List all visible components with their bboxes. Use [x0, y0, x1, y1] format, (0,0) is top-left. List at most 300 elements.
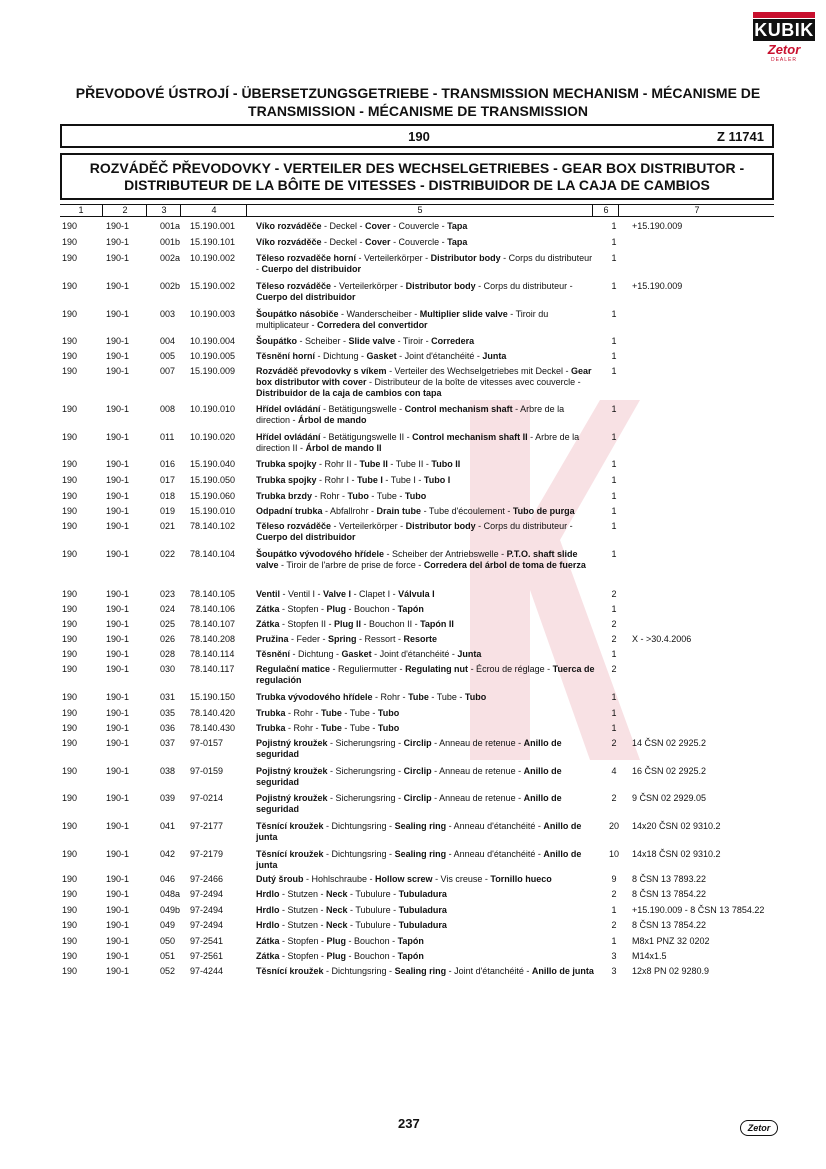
- cell-description: [256, 936, 596, 947]
- cell-c4: 78.140.107: [190, 619, 236, 629]
- description-segment: - Tubulure -: [347, 905, 399, 915]
- description-segment: - Deckel -: [321, 237, 366, 247]
- description-segment: - Sicherungsring -: [327, 766, 404, 776]
- cell-c6: 1: [611, 475, 617, 485]
- description-segment: Tubo: [347, 491, 369, 501]
- cell-c2: 190-1: [106, 351, 130, 361]
- description-segment: Anillo de seguridad: [256, 738, 562, 759]
- cell-c3: 036: [160, 723, 176, 733]
- cell-c6: 1: [611, 692, 617, 702]
- column-header: [60, 204, 774, 217]
- cell-description: [256, 253, 596, 275]
- cell-c1: 190: [62, 253, 78, 263]
- cell-c4: 97-0159: [190, 766, 224, 776]
- cell-description: [256, 821, 596, 843]
- cell-c6: 1: [611, 336, 617, 346]
- cell-c2: 190-1: [106, 491, 130, 501]
- cell-c7: 8 ČSN 13 7854.22: [632, 889, 707, 899]
- column-header-2: 2: [102, 205, 147, 216]
- description-segment: - Tubulure -: [347, 920, 399, 930]
- cell-c1: 190: [62, 849, 78, 859]
- description-segment: - Scheiber -: [297, 336, 349, 346]
- cell-description: [256, 708, 596, 719]
- cell-c6: 20: [608, 821, 619, 831]
- cell-description: [256, 738, 596, 760]
- description-segment: Distributor body: [405, 281, 476, 291]
- description-segment: Hrdlo: [256, 920, 280, 930]
- cell-c4: 15.190.009: [190, 366, 236, 376]
- cell-c6: 1: [611, 506, 617, 516]
- description-segment: Tubo: [377, 708, 400, 718]
- cell-c1: 190: [62, 821, 78, 831]
- cell-c1: 190: [62, 738, 78, 748]
- description-segment: Distribuidor de la caja de cambios con tapa: [256, 388, 442, 398]
- description-segment: Pružina: [256, 634, 289, 644]
- description-segment: Anillo de junta: [256, 821, 582, 842]
- cell-c7: 8 ČSN 13 7893.22: [632, 874, 707, 884]
- cell-c4: 10.190.020: [190, 432, 236, 442]
- cell-c3: 050: [160, 936, 176, 946]
- cell-c1: 190: [62, 506, 78, 516]
- cell-c3: 001a: [160, 221, 181, 231]
- description-segment: - Clapet I -: [351, 589, 399, 599]
- description-segment: Hollow screw: [375, 874, 433, 884]
- cell-description: [256, 309, 596, 331]
- cell-c7: M14x1.5: [632, 951, 667, 961]
- description-segment: - Anneau d'étanchéité -: [446, 849, 544, 859]
- description-segment: - Tube d'écoulement -: [421, 506, 513, 516]
- description-segment: Drain tube: [376, 506, 422, 516]
- description-segment: Slide valve: [348, 336, 396, 346]
- footer-zetor-logo: Zetor: [740, 1120, 778, 1136]
- page-title: PŘEVODOVÉ ÚSTROJÍ - ÜBERSETZUNGSGETRIEBE - TRANSMISSION MECHANISM - MÉCANISME DE TRANSMISSION - MÉCANISME DE TRANSMISSION: [75, 85, 761, 119]
- description-segment: - Hohlschraube -: [303, 874, 376, 884]
- description-segment: Sealing ring: [394, 849, 447, 859]
- cell-c2: 190-1: [106, 506, 130, 516]
- description-segment: - Stopfen II -: [279, 619, 335, 629]
- cell-c3: 048a: [160, 889, 181, 899]
- description-segment: Šoupátko: [256, 336, 298, 346]
- description-segment: Těsnící kroužek: [256, 849, 324, 859]
- cell-c3: 026: [160, 634, 176, 644]
- cell-description: [256, 281, 596, 303]
- cell-c6: 2: [611, 793, 617, 803]
- logo-zetor-text: Zetor: [767, 42, 801, 57]
- cell-c2: 190-1: [106, 404, 130, 414]
- description-segment: Zátka: [256, 936, 280, 946]
- cell-c6: 1: [611, 604, 617, 614]
- cell-c1: 190: [62, 723, 78, 733]
- description-segment: Corredera del convertidor: [317, 320, 428, 330]
- cell-c3: 041: [160, 821, 176, 831]
- description-segment: Tapón: [397, 951, 424, 961]
- cell-c4: 78.140.117: [190, 664, 235, 674]
- description-segment: Dutý šroub: [256, 874, 304, 884]
- cell-c3: 024: [160, 604, 176, 614]
- cell-c6: 1: [611, 221, 617, 231]
- description-segment: Hrdlo: [256, 905, 280, 915]
- cell-c4: 15.190.010: [190, 506, 236, 516]
- cell-c4: 15.190.150: [190, 692, 236, 702]
- cell-c7: 14 ČSN 02 2925.2: [632, 738, 707, 748]
- cell-c1: 190: [62, 459, 78, 469]
- cell-c4: 10.190.003: [190, 309, 236, 319]
- description-segment: - Dichtung -: [290, 649, 342, 659]
- description-segment: Distributor body: [430, 253, 501, 263]
- cell-c1: 190: [62, 351, 78, 361]
- cell-c6: 1: [611, 936, 617, 946]
- cell-c4: 15.190.040: [190, 459, 236, 469]
- description-segment: Odpadní trubka: [256, 506, 323, 516]
- cell-description: [256, 506, 596, 517]
- description-segment: - Ventil I -: [280, 589, 324, 599]
- cell-c6: 2: [611, 889, 617, 899]
- description-segment: - Arbre de la direction -: [256, 404, 565, 425]
- description-segment: - Anneau de retenue -: [431, 793, 524, 803]
- cell-c3: 022: [160, 549, 176, 559]
- description-segment: Tubo: [404, 491, 427, 501]
- cell-c1: 190: [62, 549, 78, 559]
- description-segment: Trubka vývodového hřídele: [256, 692, 373, 702]
- description-segment: - Verteiler des Wechselgetriebes mit Deckel -: [386, 366, 571, 376]
- description-segment: - Rohr II -: [316, 459, 360, 469]
- description-segment: Tubo: [464, 692, 487, 702]
- description-segment: Tubuladura: [398, 920, 447, 930]
- cell-c2: 190-1: [106, 936, 130, 946]
- cell-c2: 190-1: [106, 920, 130, 930]
- cell-c1: 190: [62, 336, 78, 346]
- group-box: [60, 124, 774, 148]
- cell-c6: 3: [611, 966, 617, 976]
- cell-c6: 1: [611, 404, 617, 414]
- description-segment: - Dichtung -: [315, 351, 367, 361]
- description-segment: Pojistný kroužek: [256, 766, 328, 776]
- cell-c3: 039: [160, 793, 176, 803]
- description-segment: - Rohr -: [312, 491, 348, 501]
- cell-c7: 14x20 ČSN 02 9310.2: [632, 821, 721, 831]
- cell-c2: 190-1: [106, 738, 130, 748]
- cell-c1: 190: [62, 475, 78, 485]
- cell-c2: 190-1: [106, 475, 130, 485]
- description-segment: Árbol de mando II: [305, 443, 382, 453]
- description-segment: Těleso rozváděče: [256, 521, 332, 531]
- description-segment: Cuerpo del distribuidor: [256, 532, 356, 542]
- cell-c6: 9: [611, 874, 617, 884]
- cell-c6: 2: [611, 738, 617, 748]
- cell-c7: X - >30.4.2006: [632, 634, 692, 644]
- cell-c2: 190-1: [106, 793, 130, 803]
- description-segment: - Rohr I -: [316, 475, 358, 485]
- cell-c6: 3: [611, 951, 617, 961]
- cell-c2: 190-1: [106, 874, 130, 884]
- cell-c6: 1: [611, 366, 617, 376]
- description-segment: - Ressort -: [356, 634, 404, 644]
- description-segment: Sealing ring: [394, 821, 447, 831]
- cell-c2: 190-1: [106, 708, 130, 718]
- description-segment: - Reguliermutter -: [330, 664, 406, 674]
- description-segment: Tapa: [447, 237, 468, 247]
- description-segment: - Tube II -: [387, 459, 432, 469]
- cell-description: [256, 475, 596, 486]
- description-segment: Trubka: [256, 723, 286, 733]
- description-segment: - Scheiber der Antriebswelle -: [384, 549, 507, 559]
- description-segment: Těsnící kroužek: [256, 821, 324, 831]
- description-segment: - Stopfen -: [279, 604, 327, 614]
- cell-c4: 10.190.004: [190, 336, 236, 346]
- description-segment: - Arbre de la direction II -: [256, 432, 580, 453]
- column-header-7: 7: [618, 205, 775, 216]
- description-segment: Plug II: [334, 619, 362, 629]
- cell-c2: 190-1: [106, 889, 130, 899]
- description-segment: Ventil: [256, 589, 281, 599]
- cell-c4: 78.140.105: [190, 589, 236, 599]
- description-segment: - Betätigungswelle -: [320, 404, 405, 414]
- description-segment: - Joint d'étanchéité -: [371, 649, 458, 659]
- cell-c2: 190-1: [106, 849, 130, 859]
- description-segment: Tornillo hueco: [490, 874, 552, 884]
- description-segment: Distributor body: [405, 521, 476, 531]
- cell-c6: 1: [611, 432, 617, 442]
- description-segment: - Stopfen -: [279, 951, 327, 961]
- column-header-5: 5: [246, 205, 593, 216]
- description-segment: - Tubulure -: [347, 889, 399, 899]
- cell-c2: 190-1: [106, 521, 130, 531]
- description-segment: - Rohr -: [285, 708, 322, 718]
- description-segment: - Dichtungsring -: [323, 821, 395, 831]
- cell-c4: 78.140.106: [190, 604, 236, 614]
- cell-c4: 97-0214: [190, 793, 224, 803]
- description-segment: - Bouchon -: [346, 936, 398, 946]
- cell-c6: 1: [611, 309, 617, 319]
- description-segment: Šoupátko vývodového hřídele: [256, 549, 385, 559]
- description-segment: Plug: [326, 936, 347, 946]
- description-segment: Tubo de purga: [512, 506, 575, 516]
- cell-c7: 14x18 ČSN 02 9310.2: [632, 849, 721, 859]
- group-code: Z 11741: [717, 129, 764, 144]
- cell-c6: 1: [611, 237, 617, 247]
- cell-description: [256, 664, 596, 686]
- cell-c6: 4: [611, 766, 617, 776]
- description-segment: - Rohr -: [372, 692, 409, 702]
- cell-c6: 1: [611, 281, 617, 291]
- cell-c3: 038: [160, 766, 176, 776]
- cell-c2: 190-1: [106, 253, 130, 263]
- description-segment: - Sicherungsring -: [327, 738, 404, 748]
- description-segment: Víko rozváděče: [256, 221, 322, 231]
- description-segment: - Anneau de retenue -: [431, 738, 524, 748]
- description-segment: Tapón: [397, 604, 424, 614]
- description-segment: - Écrou de réglage -: [468, 664, 553, 674]
- cell-description: [256, 649, 596, 660]
- cell-c3: 049: [160, 920, 176, 930]
- cell-c6: 2: [611, 664, 617, 674]
- cell-c4: 78.140.102: [190, 521, 236, 531]
- description-segment: - Verteilerkörper -: [356, 253, 431, 263]
- cell-c4: 10.190.005: [190, 351, 236, 361]
- cell-c2: 190-1: [106, 432, 130, 442]
- cell-c2: 190-1: [106, 905, 130, 915]
- cell-c4: 97-2179: [190, 849, 224, 859]
- cell-description: [256, 692, 596, 703]
- cell-c7: 8 ČSN 13 7854.22: [632, 920, 707, 930]
- logo-red-bar: [753, 12, 815, 18]
- description-segment: Corredera del árbol de toma de fuerza: [423, 560, 586, 570]
- cell-c6: 1: [611, 905, 617, 915]
- cell-c3: 025: [160, 619, 176, 629]
- cell-c2: 190-1: [106, 664, 130, 674]
- description-segment: - Tube -: [428, 692, 465, 702]
- cell-c7: 12x8 PN 02 9280.9: [632, 966, 710, 976]
- cell-c4: 97-2466: [190, 874, 224, 884]
- cell-c6: 2: [611, 920, 617, 930]
- cell-c1: 190: [62, 432, 78, 442]
- cell-c1: 190: [62, 589, 78, 599]
- description-segment: Tube II: [359, 459, 388, 469]
- description-segment: - Distributeur de la boîte de vitesses avec couvercle -: [366, 377, 581, 387]
- cell-c3: 005: [160, 351, 176, 361]
- cell-c1: 190: [62, 521, 78, 531]
- logo-dealer-text: DEALER: [770, 57, 797, 63]
- logo-kubik-text: KUBIK: [754, 20, 814, 40]
- cell-c4: 97-2541: [190, 936, 224, 946]
- description-segment: Anillo de seguridad: [256, 766, 562, 787]
- description-segment: Neck: [326, 889, 348, 899]
- description-segment: Tubo II: [431, 459, 461, 469]
- cell-c4: 97-2561: [190, 951, 224, 961]
- cell-c2: 190-1: [106, 281, 130, 291]
- description-segment: - Corps du distributeur -: [475, 521, 573, 531]
- cell-c4: 15.190.050: [190, 475, 236, 485]
- description-segment: - Stopfen -: [279, 936, 327, 946]
- cell-c6: 1: [611, 253, 617, 263]
- description-segment: - Joint d'étanchéité -: [446, 966, 532, 976]
- cell-c3: 019: [160, 506, 176, 516]
- description-segment: Tube: [321, 708, 342, 718]
- description-segment: - Dichtungsring -: [323, 849, 395, 859]
- cell-c2: 190-1: [106, 237, 130, 247]
- cell-c2: 190-1: [106, 366, 130, 376]
- description-segment: Control mechanism shaft II: [412, 432, 528, 442]
- description-segment: Circlip: [403, 766, 432, 776]
- description-segment: Resorte: [403, 634, 438, 644]
- description-segment: - Corps du distributeur -: [475, 281, 573, 291]
- description-segment: Plug: [326, 951, 347, 961]
- cell-c2: 190-1: [106, 766, 130, 776]
- cell-description: [256, 336, 596, 347]
- description-segment: Těsnění horní: [256, 351, 316, 361]
- cell-c1: 190: [62, 966, 78, 976]
- cell-c6: 1: [611, 459, 617, 469]
- cell-c1: 190: [62, 766, 78, 776]
- description-segment: Junta: [457, 649, 482, 659]
- description-segment: - Tiroir du multiplicateur -: [256, 309, 549, 330]
- cell-c6: 2: [611, 619, 617, 629]
- description-segment: Spring: [328, 634, 357, 644]
- cell-c3: 051: [160, 951, 176, 961]
- cell-c2: 190-1: [106, 459, 130, 469]
- cell-c2: 190-1: [106, 336, 130, 346]
- cell-c1: 190: [62, 309, 78, 319]
- cell-c1: 190: [62, 649, 78, 659]
- cell-c2: 190-1: [106, 549, 130, 559]
- cell-description: [256, 404, 596, 426]
- cell-c3: 028: [160, 649, 176, 659]
- kubik-watermark-icon: [470, 400, 640, 760]
- description-segment: - Anneau de retenue -: [431, 766, 524, 776]
- cell-description: [256, 432, 596, 454]
- cell-c4: 78.140.420: [190, 708, 236, 718]
- cell-c3: 042: [160, 849, 176, 859]
- cell-description: [256, 849, 596, 871]
- description-segment: - Wanderscheiber -: [338, 309, 420, 319]
- description-segment: - Couvercle -: [390, 221, 448, 231]
- description-segment: - Tiroir -: [395, 336, 432, 346]
- description-segment: - Verteilerkörper -: [331, 521, 406, 531]
- cell-c4: 78.140.104: [190, 549, 236, 559]
- cell-c3: 011: [160, 432, 175, 442]
- description-segment: Trubka brzdy: [256, 491, 313, 501]
- cell-c2: 190-1: [106, 692, 130, 702]
- description-segment: Rozváděč převodovky s víkem: [256, 366, 387, 376]
- description-segment: Tapa: [447, 221, 468, 231]
- cell-c4: 97-2494: [190, 920, 224, 930]
- description-segment: Junta: [482, 351, 507, 361]
- column-header-1: 1: [78, 205, 84, 215]
- description-segment: - Stutzen -: [279, 889, 327, 899]
- cell-c4: 10.190.002: [190, 253, 236, 263]
- description-segment: Šoupátko násobiče: [256, 309, 339, 319]
- cell-c3: 004: [160, 336, 176, 346]
- cell-c2: 190-1: [106, 221, 130, 231]
- cell-c1: 190: [62, 491, 78, 501]
- cell-c1: 190: [62, 604, 78, 614]
- description-segment: Trubka: [256, 708, 286, 718]
- cell-c2: 190-1: [106, 966, 130, 976]
- cell-c3: 035: [160, 708, 176, 718]
- cell-c1: 190: [62, 874, 78, 884]
- description-segment: P.T.O. shaft slide valve: [256, 549, 578, 570]
- description-segment: - Vis creuse -: [432, 874, 491, 884]
- cell-c3: 007: [160, 366, 176, 376]
- cell-c2: 190-1: [106, 821, 130, 831]
- kubik-zetor-logo: [753, 12, 815, 64]
- cell-c3: 016: [160, 459, 176, 469]
- description-segment: Corredera: [431, 336, 475, 346]
- description-segment: Neck: [326, 905, 348, 915]
- description-segment: - Betätigungswelle II -: [320, 432, 413, 442]
- cell-c3: 003: [160, 309, 176, 319]
- cell-c3: 018: [160, 491, 176, 501]
- description-segment: Anillo de junta: [256, 849, 582, 870]
- cell-c4: 97-2494: [190, 889, 224, 899]
- description-segment: Hřídel ovládání: [256, 432, 321, 442]
- description-segment: Pojistný kroužek: [256, 793, 328, 803]
- description-segment: - Tube -: [341, 723, 378, 733]
- cell-description: [256, 604, 596, 615]
- cell-description: [256, 366, 596, 399]
- cell-c2: 190-1: [106, 604, 130, 614]
- description-segment: - Sicherungsring -: [327, 793, 404, 803]
- description-segment: Pojistný kroužek: [256, 738, 328, 748]
- description-segment: Control mechanism shaft: [404, 404, 513, 414]
- cell-c4: 78.140.430: [190, 723, 236, 733]
- cell-c3: 052: [160, 966, 176, 976]
- description-segment: - Bouchon -: [346, 604, 398, 614]
- cell-c2: 190-1: [106, 634, 130, 644]
- description-segment: - Tube -: [341, 708, 378, 718]
- cell-c1: 190: [62, 237, 78, 247]
- cell-description: [256, 619, 596, 630]
